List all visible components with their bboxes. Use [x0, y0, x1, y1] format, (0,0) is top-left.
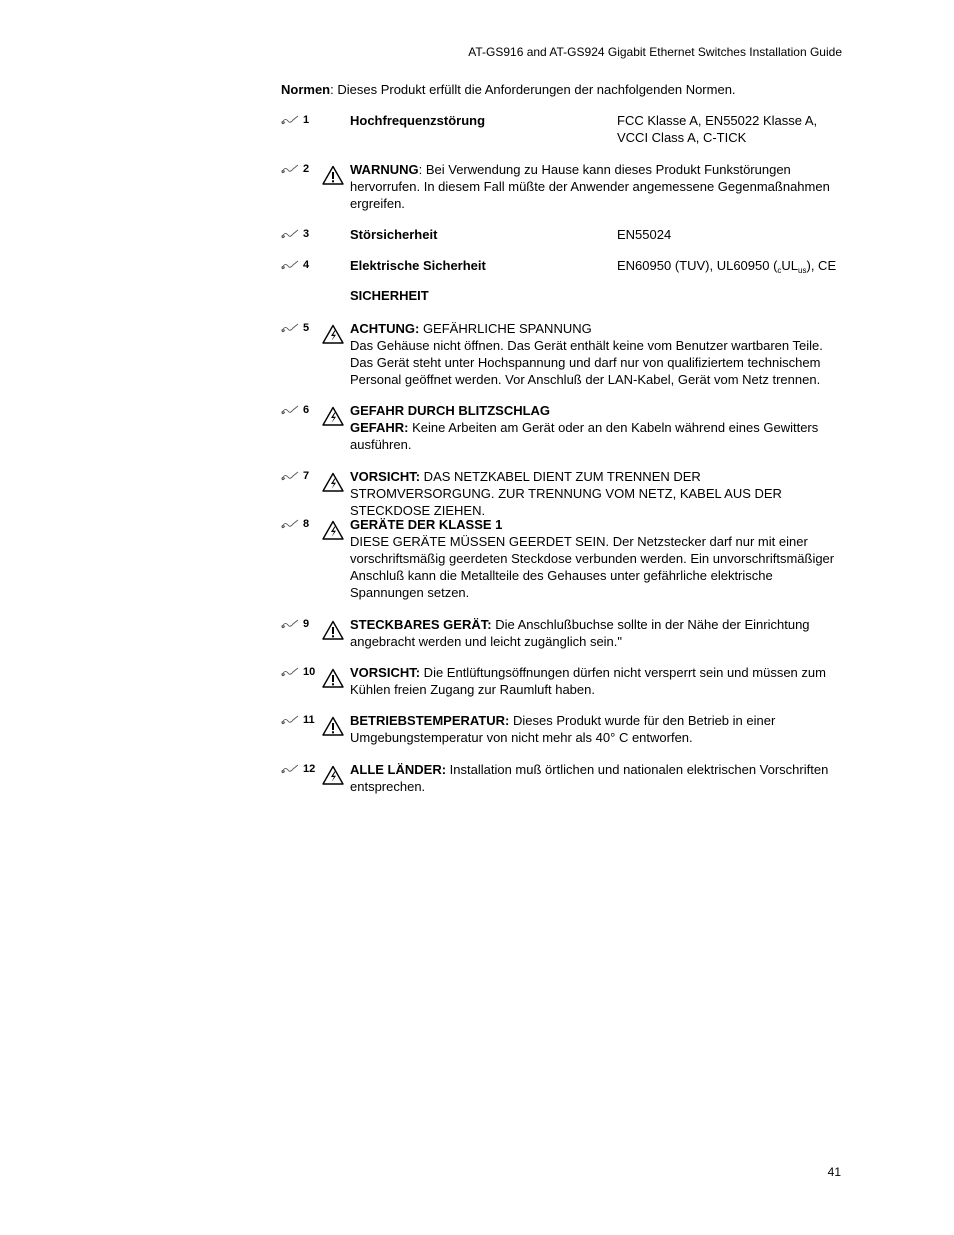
- pen-icon: [281, 519, 299, 529]
- warning-icon: [322, 716, 344, 736]
- pen-icon: [281, 764, 299, 774]
- item-text: [350, 402, 845, 453]
- item-bold: ALLE LÄNDER:: [350, 762, 447, 777]
- value-subscript: c: [777, 266, 782, 275]
- item-bold: WARNUNG: [350, 162, 419, 177]
- pen-icon: [281, 405, 299, 415]
- item-body: GEFÄHRLICHE SPANNUNG: [419, 321, 592, 336]
- item-value: [617, 257, 847, 274]
- item-body: DAS NETZKABEL DIENT ZUM TRENNEN DER STROMVERSORGUNG. ZUR TRENNUNG VOM NETZ, KABEL AUS DER STECKDOSE ZIEHEN.: [350, 469, 782, 518]
- value-subscript: us: [798, 266, 807, 275]
- item-text: [350, 516, 845, 601]
- electric-shock-icon: [322, 406, 344, 426]
- value-line: FCC Klasse A, EN55022 Klasse A,: [617, 113, 818, 128]
- running-header: AT-GS916 and AT-GS924 Gigabit Ethernet Switches Installation Guide: [468, 45, 842, 59]
- intro-paragraph: [281, 81, 736, 98]
- warning-icon: [322, 668, 344, 688]
- electric-shock-icon: [322, 472, 344, 492]
- item-text: [350, 616, 845, 650]
- item-body: Dieses Produkt wurde für den Betrieb in einer Umgebungstemperatur von nicht mehr als 40° C entworfen.: [350, 713, 776, 745]
- item-body: Das Gehäuse nicht öffnen. Das Gerät enthält keine vom Benutzer wartbaren Teile. Das Gerät steht unter Hochspannung und darf nur von qualifiziertem technischem Personal geöffnet werden. Vor Anschluß der LAN-Kabel, Gerät vom Netz trennen.: [350, 338, 823, 387]
- electric-shock-icon: [322, 765, 344, 785]
- item-body: Die Anschlußbuchse sollte in der Nähe der Einrichtung angebracht werden und leicht zugänglich sein.": [350, 617, 810, 649]
- item-bold: VORSICHT:: [350, 665, 421, 680]
- item-number: 4: [303, 259, 310, 271]
- item-text: [350, 712, 845, 746]
- value-part: EN60950 (TUV), UL60950 (: [617, 258, 778, 273]
- item-text: [350, 468, 845, 519]
- item-number: 6: [303, 404, 310, 416]
- item-body: Installation muß örtlichen und nationalen elektrischen Vorschriften entsprechen.: [350, 762, 829, 794]
- item-text: [350, 664, 845, 698]
- item-number: 1: [303, 114, 310, 126]
- intro-text: : Dieses Produkt erfüllt die Anforderungen der nachfolgenden Normen.: [330, 82, 736, 97]
- pen-icon: [281, 471, 299, 481]
- item-bold: GEFAHR DURCH BLITZSCHLAG: [350, 403, 551, 418]
- item-text: [350, 161, 845, 212]
- intro-bold: Normen: [281, 82, 331, 97]
- item-number: 3: [303, 228, 310, 240]
- item-number: 2: [303, 163, 310, 175]
- item-bold: BETRIEBSTEMPERATUR:: [350, 713, 510, 728]
- item-body: : Bei Verwendung zu Hause kann dieses Produkt Funkstörungen hervorrufen. In diesem Fall müßte der Anwender angemessene Gegenmaßnahmen ergreifen.: [350, 162, 830, 211]
- pen-icon: [281, 667, 299, 677]
- item-label: Elektrische Sicherheit: [350, 258, 486, 273]
- item-bold: ACHTUNG:: [350, 321, 420, 336]
- warning-icon: [322, 165, 344, 185]
- pen-icon: [281, 715, 299, 725]
- warning-icon: [322, 620, 344, 640]
- item-bold: STECKBARES GERÄT:: [350, 617, 492, 632]
- page-number: 41: [827, 1165, 841, 1179]
- item-value: [617, 112, 847, 146]
- pen-icon: [281, 260, 299, 270]
- item-body: Die Entlüftungsöffnungen dürfen nicht versperrt sein und müssen zum Kühlen freien Zugang zur Raumluft haben.: [350, 665, 826, 697]
- electric-shock-icon: [322, 324, 344, 344]
- item-number: 12: [303, 763, 316, 775]
- item-body: Keine Arbeiten am Gerät oder an den Kabeln während eines Gewitters ausführen.: [350, 420, 819, 452]
- item-value: EN55024: [617, 227, 672, 242]
- pen-icon: [281, 115, 299, 125]
- item-bold: GEFAHR:: [350, 420, 409, 435]
- pen-icon: [281, 619, 299, 629]
- item-number: 7: [303, 470, 310, 482]
- item-number: 5: [303, 322, 310, 334]
- item-label: Störsicherheit: [350, 227, 438, 242]
- electric-shock-icon: [322, 520, 344, 540]
- item-number: 8: [303, 518, 310, 530]
- item-number: 10: [303, 666, 316, 678]
- item-bold: GERÄTE DER KLASSE 1: [350, 517, 503, 532]
- item-text: [350, 761, 845, 795]
- section-heading: SICHERHEIT: [350, 288, 429, 303]
- item-body: DIESE GERÄTE MÜSSEN GEERDET SEIN. Der Netzstecker darf nur mit einer vorschriftsmäßig geerdeten Steckdose verbunden werden. Ein unvorschriftsmäßiger Anschluß kann die Metallteile des Gehauses unter gefährliche elektrische Spannungen setzen.: [350, 534, 835, 600]
- pen-icon: [281, 164, 299, 174]
- pen-icon: [281, 323, 299, 333]
- value-part: UL: [781, 258, 799, 273]
- value-part: ), CE: [806, 258, 837, 273]
- item-text: [350, 320, 845, 388]
- item-number: 11: [303, 714, 315, 726]
- value-line: VCCI Class A, C-TICK: [617, 130, 747, 145]
- pen-icon: [281, 229, 299, 239]
- item-number: 9: [303, 618, 310, 630]
- item-bold: VORSICHT:: [350, 469, 421, 484]
- item-label: Hochfrequenzstörung: [350, 113, 486, 128]
